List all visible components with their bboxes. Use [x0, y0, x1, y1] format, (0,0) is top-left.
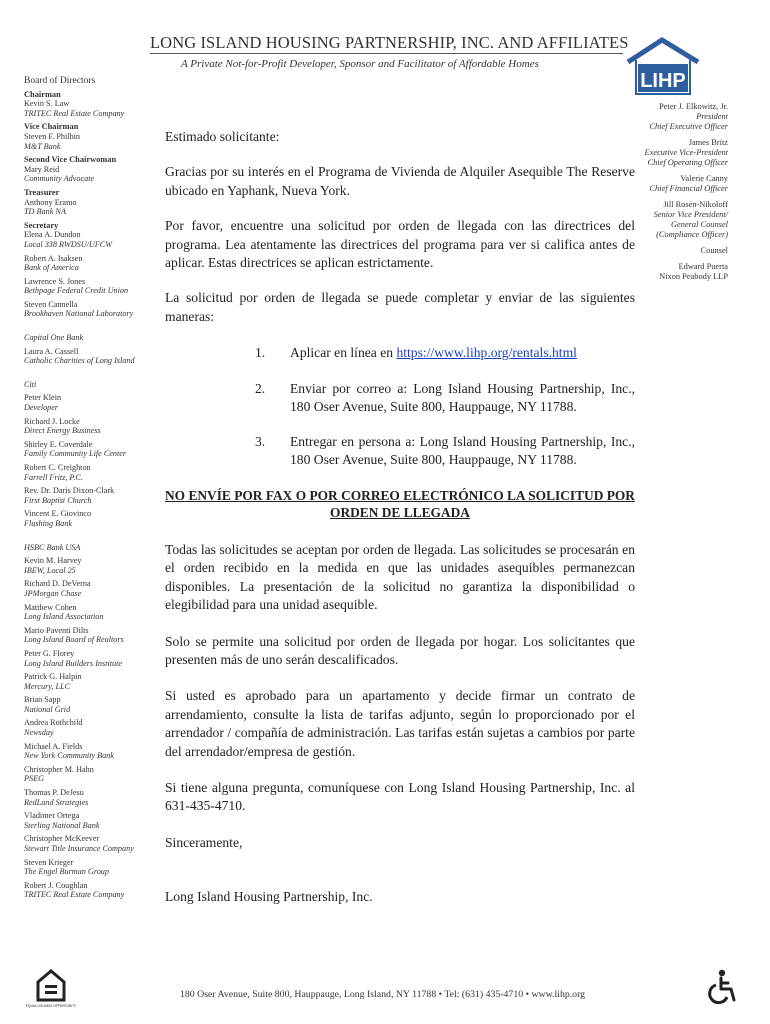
board-member-affiliation: Long Island Association	[24, 612, 104, 622]
letter-body	[165, 128, 635, 326]
board-member-affiliation: Long Island Board of Realtors	[24, 635, 124, 645]
paragraph-contact: Si tiene alguna pregunta, comuníquese con Long Island Housing Partnership, Inc. al 631-435-4710.	[165, 780, 635, 814]
letter-body-lower	[165, 541, 635, 907]
board-member	[24, 509, 164, 528]
board-member-name: Robert C. Creighton	[24, 463, 91, 472]
board-member-name: Andrea Rothchild	[24, 718, 83, 728]
board-member	[24, 90, 164, 119]
board-member-name: Matthew Cohen	[24, 602, 77, 612]
method-text: Enviar por correo a: Long Island Housing Partnership, Inc., 180 Oser Avenue, Suite 800, Hauppauge, NY 11788.	[290, 381, 635, 414]
board-member-affiliation: Family Community Life Center	[24, 449, 127, 459]
board-member-affiliation: Stewart Title Insurance Company	[24, 844, 134, 853]
board-member-affiliation: Farrell Fritz, P.C.	[24, 472, 83, 482]
accessibility-icon	[706, 969, 740, 1005]
paragraph-methods: La solicitud por orden de llegada se puede completar y enviar de las siguientes maneras:	[165, 290, 635, 324]
board-member-affiliation: First Baptist Church	[24, 495, 92, 505]
equal-housing-text: EQUAL HOUSING OPPORTUNITY	[25, 1004, 77, 1008]
officer-name: Valerie Canny	[680, 174, 728, 183]
board-member-name: Vincent E. Giovinco	[24, 509, 92, 519]
board-member-name: Peter G. Florey	[24, 648, 75, 658]
board-member-affiliation: IBEW, Local 25	[24, 565, 76, 575]
board-member-affiliation: Sterling National Bank	[24, 820, 100, 830]
board-member	[24, 277, 164, 296]
board-member-name: Shirley E. Coverdale	[24, 439, 93, 449]
board-member-affiliation: HSBC Bank USA	[24, 542, 81, 552]
board-member-affiliation: Flushing Bank	[24, 518, 72, 528]
board-member-name: Michael A. Fields	[24, 741, 83, 751]
method-number: 2.	[255, 381, 266, 396]
board-member-affiliation: Citi	[24, 379, 37, 389]
board-member	[24, 579, 164, 598]
board-member	[24, 380, 164, 390]
method-number: 3.	[255, 434, 266, 449]
board-member-affiliation: Mercury, LLC	[24, 681, 71, 691]
board-member-affiliation: Local 338 RWDSU/UFCW	[24, 239, 113, 249]
officer-name: Jill Rosen-Nikoloff	[663, 200, 728, 209]
board-member-name: Steven Krieger	[24, 857, 74, 867]
board-of-directors	[24, 77, 164, 904]
board-spacer	[24, 370, 164, 380]
officer-title: Executive Vice-President Chief Operating Officer	[644, 148, 728, 167]
board-member-affiliation: JPMorgan Chase	[24, 588, 82, 598]
board-member	[24, 155, 164, 184]
board-member	[24, 672, 164, 691]
organization-tagline: A Private Not-for-Profit Developer, Sponsor and Facilitator of Affordable Homes	[181, 58, 539, 70]
closing: Sinceramente,	[165, 834, 243, 850]
board-role: Treasurer	[24, 187, 60, 197]
board-member	[24, 122, 164, 151]
board-member	[24, 649, 164, 668]
board-member-name: Robert J. Coughlan	[24, 880, 88, 890]
board-member-affiliation: Catholic Charities of Long Island	[24, 356, 135, 366]
board-member	[24, 603, 164, 622]
board-role: Chairman	[24, 89, 61, 99]
board-member-affiliation: Bethpage Federal Credit Union	[24, 286, 129, 296]
board-member	[24, 393, 164, 412]
officer-title: Chief Financial Officer	[649, 184, 728, 193]
board-member	[24, 788, 164, 807]
board-member-name: Christopher M. Hahn	[24, 764, 94, 774]
board-member-name: Steven Cannella	[24, 299, 78, 309]
board-member-name: Steven F. Philbin	[24, 131, 80, 141]
method-number: 1.	[255, 345, 266, 360]
board-member	[24, 254, 164, 273]
board-member-name: Richard D. DeVerna	[24, 579, 91, 589]
board-member-name: Robert A. Isaksen	[24, 253, 83, 263]
board-member-name: Brian Sapp	[24, 695, 61, 705]
officer-title: Senior Vice President/ General Counsel (Compliance Officer)	[653, 210, 728, 239]
board-member-name: Kevin S. Law	[24, 99, 70, 109]
officer-name: Peter J. Elkowitz, Jr.	[659, 102, 728, 111]
board-member-affiliation: National Grid	[24, 704, 71, 714]
board-member-affiliation: RedLand Strategies	[24, 797, 89, 807]
equal-housing-icon	[25, 968, 77, 1012]
board-member	[24, 417, 164, 436]
board-member-affiliation: PSEG	[24, 774, 45, 784]
board-member-affiliation: Newsday	[24, 728, 54, 738]
footer-address: 180 Oser Avenue, Suite 800, Hauppauge, Long Island, NY 11788 • Tel: (631) 435-4710 • www.lihp.org	[180, 989, 586, 1000]
officer-title: President Chief Executive Officer	[649, 112, 728, 131]
board-member-name: Mario Paventi Dilts	[24, 625, 89, 635]
header-rule	[150, 53, 623, 54]
board-member-affiliation: Direct Energy Business	[24, 426, 101, 436]
method-text: Aplicar en línea en	[290, 345, 397, 360]
method-text: Entregar en persona a: Long Island Housing Partnership, Inc., 180 Oser Avenue, Suite 800, Hauppauge, NY 11788.	[290, 434, 635, 467]
board-member-affiliation: TRITEC Real Estate Company	[24, 108, 125, 118]
board-member-affiliation: TD Bank NA	[24, 207, 66, 217]
board-member	[24, 811, 164, 830]
board-member	[24, 486, 164, 505]
board-member-name: Christopher McKeever	[24, 834, 100, 844]
officer-name: Counsel	[700, 246, 728, 255]
board-member-affiliation: Capital One Bank	[24, 333, 84, 343]
logo-text: LIHP	[640, 70, 686, 92]
board-member-name: Thomas P. DeJesu	[24, 788, 84, 798]
officer-name: Edward Puerta Nixon Peabody LLP	[659, 262, 728, 281]
rentals-link[interactable]: https://www.lihp.org/rentals.html	[396, 345, 577, 360]
paragraph-intro: Gracias por su interés en el Programa de Vivienda de Alquiler Asequible The Reserve ubicado en Yaphank, Nueva York.	[165, 164, 635, 198]
board-member-affiliation: Long Island Builders Institute	[24, 658, 123, 668]
board-member-name: Anthony Eramo	[24, 197, 77, 207]
board-member	[24, 695, 164, 714]
paragraph-one-per-household: Solo se permite una solicitud por orden de llegada por hogar. Los solicitantes que presenten más de uno serán descalificados.	[165, 633, 635, 668]
board-member-name: Laura A. Cassell	[24, 346, 79, 356]
paragraph-processing: Todas las solicitudes se aceptan por orden de llegada. Las solicitudes se procesarán en el orden recibido en la medida en que las unidades asequibles permanezcan disponibles. La presentación de la solicitud no garantiza la disponibilidad o elegibilidad para una unidad asequible.	[165, 542, 635, 613]
board-member-affiliation: New York Community Bank	[24, 751, 114, 761]
board-member-affiliation: The Engel Burman Group	[24, 867, 109, 877]
paragraph-instructions: Por favor, encuentre una solicitud por orden de llegada con las directrices del programa. Lea atentamente las directrices del programa para ver si califica antes de aplicar. Estas directrices se aplican estrictamente.	[165, 218, 635, 271]
board-member	[24, 463, 164, 482]
board-member	[24, 556, 164, 575]
board-member	[24, 858, 164, 877]
board-heading: Board of Directors	[24, 76, 96, 86]
board-member-name: Mary Reid	[24, 164, 60, 174]
board-member	[24, 626, 164, 645]
board-member-name: Kevin M. Harvey	[24, 556, 82, 566]
board-member-name: Patrick G. Halpin	[24, 672, 82, 682]
board-member-affiliation: M&T Bank	[24, 141, 61, 151]
signature: Long Island Housing Partnership, Inc.	[165, 889, 373, 905]
board-member	[24, 834, 164, 853]
officer-name: James Britz	[688, 138, 728, 147]
board-spacer	[24, 323, 164, 333]
board-member-name: Rev. Dr. Daris Dixon-Clark	[24, 486, 115, 496]
board-role: Secretary	[24, 220, 59, 230]
board-member-affiliation: Bank of America	[24, 263, 79, 273]
board-member	[24, 718, 164, 737]
lihp-logo	[622, 36, 700, 96]
board-member-affiliation: Developer	[24, 403, 59, 413]
organization-name: LONG ISLAND HOUSING PARTNERSHIP, INC. AND AFFILIATES	[150, 33, 629, 52]
board-member-affiliation: Community Advocate	[24, 174, 95, 184]
board-member-affiliation: Brookhaven National Laboratory	[24, 309, 134, 319]
board-member-name: Lawrence S. Jones	[24, 276, 86, 286]
board-member	[24, 881, 164, 900]
board-member	[24, 347, 164, 366]
board-member	[24, 188, 164, 217]
paragraph-lease-fees: Si usted es aprobado para un apartamento y decide firmar un contrato de arrendamiento, consulte la lista de tarifas adjunto, según lo proporcionado por el arrendador / compañía de administración. Las tarifas están sujetas a cambios por parte del arrendador/empresa de gestión.	[165, 688, 635, 759]
board-member-name: Vladimer Ortega	[24, 811, 80, 821]
board-member-name: Richard J. Locke	[24, 416, 80, 426]
board-member-affiliation: TRITEC Real Estate Company	[24, 890, 125, 900]
board-member	[24, 742, 164, 761]
board-spacer	[24, 533, 164, 543]
salutation: Estimado solicitante:	[165, 129, 280, 144]
board-member-name: Peter Klein	[24, 393, 62, 403]
board-role: Second Vice Chairwoman	[24, 155, 117, 165]
board-member	[24, 221, 164, 250]
board-member	[24, 543, 164, 553]
board-member	[24, 440, 164, 459]
fax-email-warning: NO ENVÍE POR FAX O POR CORREO ELECTRÓNICO LA SOLICITUD POR ORDEN DE LLEGADA	[165, 488, 635, 520]
board-member	[24, 300, 164, 319]
board-member-name: Elena A. Dundon	[24, 230, 81, 240]
board-member	[24, 765, 164, 784]
board-role: Vice Chairman	[24, 122, 79, 132]
board-member	[24, 333, 164, 343]
